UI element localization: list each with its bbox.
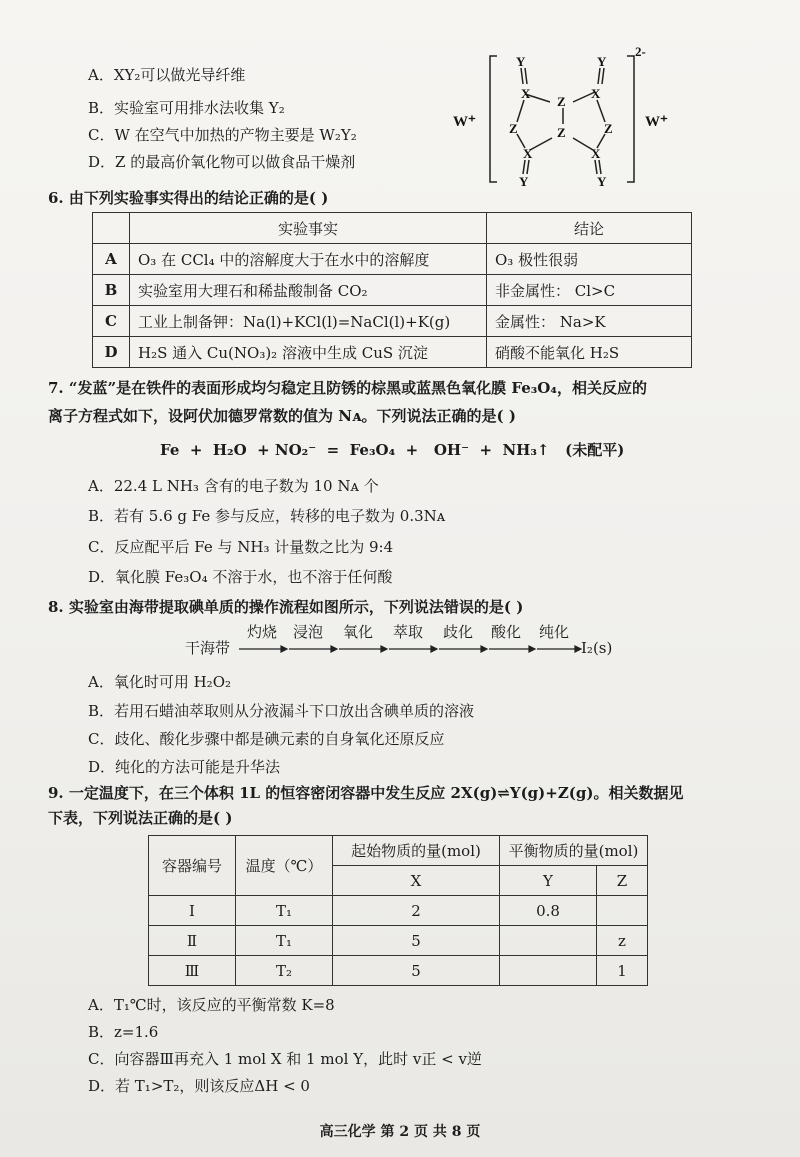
q9-stem-line2: 下表，下列说法正确的是( ) xyxy=(48,809,233,827)
q6-header-conclusion: 结论 xyxy=(487,213,692,244)
anion-structure-diagram xyxy=(445,42,705,192)
q7-option-d: D．氧化膜 Fe₃O₄ 不溶于水，也不溶于任何酸 xyxy=(88,568,393,586)
q7-equation: Fe + H₂O + NO₂⁻ = Fe₃O₄ + OH⁻ + NH₃↑ (未配平) xyxy=(160,441,625,459)
q9-row-temp: T₁ xyxy=(236,926,333,956)
q8-process-flow xyxy=(185,623,625,666)
q9-header-container: 容器编号 xyxy=(149,836,236,896)
q9-row-id: Ⅲ xyxy=(149,956,236,986)
flow-step: 歧化 xyxy=(443,623,474,641)
atom-z: Z xyxy=(557,94,566,109)
q9-row-x: 2 xyxy=(333,896,500,926)
q9-stem-line1: 9. 一定温度下，在三个体积 1L 的恒容密闭容器中发生反应 2X(g)⇌Y(g)+Z(g)。相关数据见 xyxy=(48,784,684,802)
atom-z: Z xyxy=(557,125,566,140)
q9-row-y xyxy=(500,956,597,986)
atom-x: X xyxy=(523,146,533,161)
q6-table xyxy=(92,212,692,368)
q9-table xyxy=(148,835,648,986)
flow-start: 干海带 xyxy=(185,639,231,657)
q9-row-temp: T₁ xyxy=(236,896,333,926)
q8-option-d: D．纯化的方法可能是升华法 xyxy=(88,758,281,776)
q9-header-x: X xyxy=(333,866,500,896)
flow-end: I₂(s) xyxy=(581,639,613,657)
q9-header-start: 起始物质的量(mol) xyxy=(333,836,500,866)
atom-y: Y xyxy=(516,54,526,69)
q9-row-y xyxy=(500,926,597,956)
flow-step: 纯化 xyxy=(539,623,570,641)
q7-option-c: C．反应配平后 Fe 与 NH₃ 计量数之比为 9:4 xyxy=(88,538,394,556)
q5-option-a: A．XY₂可以做光导纤维 xyxy=(88,66,246,84)
flow-step: 酸化 xyxy=(491,623,522,641)
atom-y: Y xyxy=(597,54,607,69)
q8-option-b: B．若用石蜡油萃取则从分液漏斗下口放出含碘单质的溶液 xyxy=(88,702,475,720)
atom-x: X xyxy=(521,86,531,101)
flow-arrows xyxy=(237,642,583,656)
q6-row-fact: 工业上制备钾：Na(l)+KCl(l)=NaCl(l)+K(g) xyxy=(130,306,487,337)
q9-row-id: Ⅱ xyxy=(149,926,236,956)
flow-step: 氧化 xyxy=(343,623,374,641)
q6-row-fact: 实验室用大理石和稀盐酸制备 CO₂ xyxy=(130,275,487,306)
atom-y: Y xyxy=(597,174,607,189)
q9-header-eq: 平衡物质的量(mol) xyxy=(500,836,648,866)
q9-row-y: 0.8 xyxy=(500,896,597,926)
q7-option-b: B．若有 5.6 g Fe 参与反应，转移的电子数为 0.3Nᴀ xyxy=(88,507,446,525)
q6-row-conclusion: 金属性： Na>K xyxy=(487,306,692,337)
atom-x: X xyxy=(591,146,601,161)
charge-label: 2- xyxy=(635,44,646,59)
q7-option-a: A．22.4 L NH₃ 含有的电子数为 10 Nᴀ 个 xyxy=(88,477,379,495)
q7-stem-line1: 7. “发蓝”是在铁件的表面形成均匀稳定且防锈的棕黑或蓝黑色氧化膜 Fe₃O₄，相关反应的 xyxy=(48,379,647,397)
q6-row-key: B xyxy=(93,275,130,306)
cation-left: W⁺ xyxy=(453,114,476,130)
q9-header-temp: 温度（℃） xyxy=(236,836,333,896)
atom-y: Y xyxy=(519,174,529,189)
q6-row-conclusion: 非金属性： Cl>C xyxy=(487,275,692,306)
q7-stem-line2: 离子方程式如下，设阿伏加德罗常数的值为 Nᴀ。下列说法正确的是( ) xyxy=(48,407,516,425)
q6-row-conclusion: O₃ 极性很弱 xyxy=(487,244,692,275)
q9-row-id: Ⅰ xyxy=(149,896,236,926)
q8-option-a: A．氧化时可用 H₂O₂ xyxy=(88,673,232,691)
q9-row-x: 5 xyxy=(333,926,500,956)
q6-row-conclusion: 硝酸不能氧化 H₂S xyxy=(487,337,692,368)
q9-header-y: Y xyxy=(500,866,597,896)
flow-step: 浸泡 xyxy=(293,623,324,641)
q9-row-x: 5 xyxy=(333,956,500,986)
q6-row-key: A xyxy=(93,244,130,275)
atom-x: X xyxy=(591,86,601,101)
q9-row-z: z xyxy=(597,926,648,956)
q6-row-fact: O₃ 在 CCl₄ 中的溶解度大于在水中的溶解度 xyxy=(130,244,487,275)
q9-header-z: Z xyxy=(597,866,648,896)
q9-option-a: A．T₁℃时，该反应的平衡常数 K=8 xyxy=(88,996,335,1014)
q6-header-fact: 实验事实 xyxy=(130,213,487,244)
q5-option-c: C．W 在空气中加热的产物主要是 W₂Y₂ xyxy=(88,126,357,144)
atom-z: Z xyxy=(509,121,518,136)
q9-option-d: D．若 T₁>T₂，则该反应ΔH < 0 xyxy=(88,1077,310,1095)
q5-option-d: D．Z 的最高价氧化物可以做食品干燥剂 xyxy=(88,153,356,171)
q5-option-b: B．实验室可用排水法收集 Y₂ xyxy=(88,99,285,117)
q9-row-z: 1 xyxy=(597,956,648,986)
q6-row-fact: H₂S 通入 Cu(NO₃)₂ 溶液中生成 CuS 沉淀 xyxy=(130,337,487,368)
q8-stem: 8. 实验室由海带提取碘单质的操作流程如图所示，下列说法错误的是( ) xyxy=(48,598,524,616)
q6-stem: 6. 由下列实验事实得出的结论正确的是( ) xyxy=(48,189,329,207)
q9-row-temp: T₂ xyxy=(236,956,333,986)
cation-right: W⁺ xyxy=(645,114,668,130)
atom-z: Z xyxy=(604,121,613,136)
q8-option-c: C．歧化、酸化步骤中都是碘元素的自身氧化还原反应 xyxy=(88,730,445,748)
flow-step: 萃取 xyxy=(393,623,424,641)
flow-step: 灼烧 xyxy=(247,623,278,641)
q6-row-key: D xyxy=(93,337,130,368)
page-footer: 高三化学 第 2 页 共 8 页 xyxy=(319,1124,481,1140)
q6-row-key: C xyxy=(93,306,130,337)
q9-option-c: C．向容器Ⅲ再充入 1 mol X 和 1 mol Y，此时 v正 < v逆 xyxy=(88,1050,482,1068)
q9-row-z xyxy=(597,896,648,926)
q9-option-b: B．z=1.6 xyxy=(88,1023,159,1041)
